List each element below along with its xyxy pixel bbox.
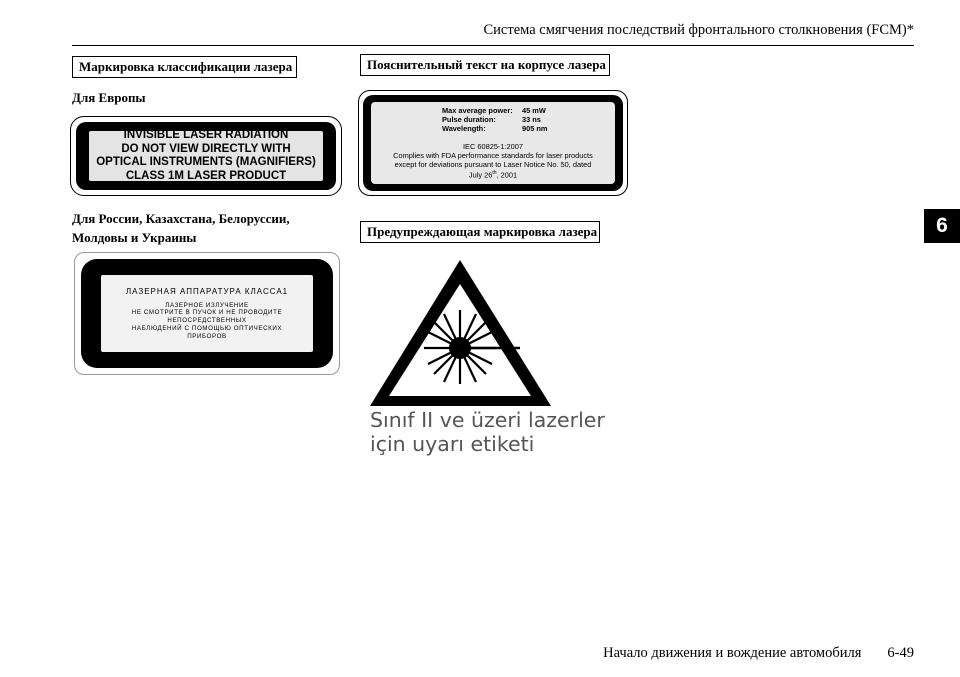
- iec-standard: IEC 60825-1:2007: [463, 141, 523, 151]
- explanatory-label-body: [371, 102, 615, 184]
- russia-label-line: ПРИБОРОВ: [187, 332, 227, 340]
- spec-value: 45 mW: [522, 106, 546, 116]
- europe-label-line: INVISIBLE LASER RADIATION: [123, 129, 289, 141]
- spec-row: [442, 124, 582, 133]
- europe-caption: Для Европы: [72, 90, 146, 105]
- header-rule: [72, 45, 914, 46]
- explanatory-laser-label: [358, 90, 628, 196]
- europe-label-body: [89, 131, 323, 181]
- europe-label-line: DO NOT VIEW DIRECTLY WITH: [121, 142, 291, 155]
- fda-compliance-date: [469, 169, 517, 180]
- warning-caption: [370, 408, 605, 456]
- europe-label-line: OPTICAL INSTRUMENTS (MAGNIFIERS): [96, 156, 316, 168]
- spec-value: 905 nm: [522, 124, 548, 134]
- europe-label-line: CLASS 1M LASER PRODUCT: [125, 169, 287, 182]
- warning-caption-line-1: Sınıf II ve üzeri lazerler: [370, 408, 605, 432]
- laser-source-dot: [449, 337, 471, 359]
- russia-label-line: НЕ СМОТРИТЕ В ПУЧОК И НЕ ПРОВОДИТЕ: [131, 309, 283, 317]
- fda-date-text: July 26: [468, 170, 493, 180]
- russia-laser-label: [74, 252, 340, 375]
- spec-key: Max average power:: [442, 106, 513, 116]
- fda-date-year: , 2001: [496, 170, 518, 180]
- spec-key: Pulse duration:: [442, 115, 496, 125]
- europe-laser-label: [70, 116, 342, 196]
- spec-row: [442, 106, 582, 115]
- russia-label-title: ЛАЗЕРНАЯ АППАРАТУРА КЛАССА1: [125, 286, 289, 296]
- explanatory-label-frame: [363, 95, 623, 191]
- russia-caption-line-2: Молдовы и Украины: [72, 230, 197, 245]
- warning-caption-line-2: için uyarı etiketi: [370, 432, 535, 456]
- page-header-title: Система смягчения последствий фронтального столкновения (FCM)*: [483, 22, 914, 38]
- russia-label-line: ЛАЗЕРНОЕ ИЗЛУЧЕНИЕ: [165, 301, 249, 309]
- spec-value: 33 ns: [522, 115, 541, 125]
- russia-label-body: [101, 275, 313, 352]
- russia-label-line: НЕПОСРЕДСТВЕННЫХ: [167, 317, 247, 325]
- footer-section: Начало движения и вождение автомобиля: [603, 645, 862, 661]
- russia-caption-line-1: Для России, Казахстана, Белоруссии,: [72, 211, 290, 226]
- chapter-tab: 6: [924, 209, 960, 243]
- russia-label-frame: [81, 259, 333, 368]
- page-number: 6-49: [887, 645, 914, 661]
- spec-row: [442, 115, 582, 124]
- fda-compliance-line: Complies with FDA performance standards for laser products: [393, 150, 593, 160]
- europe-label-frame: [76, 122, 336, 190]
- russia-caption: [72, 209, 290, 247]
- fda-date-suffix: th: [492, 170, 497, 177]
- section-title-explanatory: Пояснительный текст на корпусе лазера: [360, 54, 610, 76]
- page-footer: [603, 645, 914, 662]
- fda-compliance-line: except for deviations pursuant to Laser Notice No. 50, dated: [394, 160, 592, 170]
- laser-warning-triangle-icon: [368, 258, 553, 408]
- spec-list: [442, 106, 582, 134]
- section-title-warning: Предупреждающая маркировка лазера: [360, 221, 600, 243]
- section-title-classification: Маркировка классификации лазера: [72, 56, 297, 78]
- spec-key: Wavelength:: [442, 124, 486, 134]
- russia-label-line: НАБЛЮДЕНИЙ С ПОМОЩЬЮ ОПТИЧЕСКИХ: [131, 324, 283, 332]
